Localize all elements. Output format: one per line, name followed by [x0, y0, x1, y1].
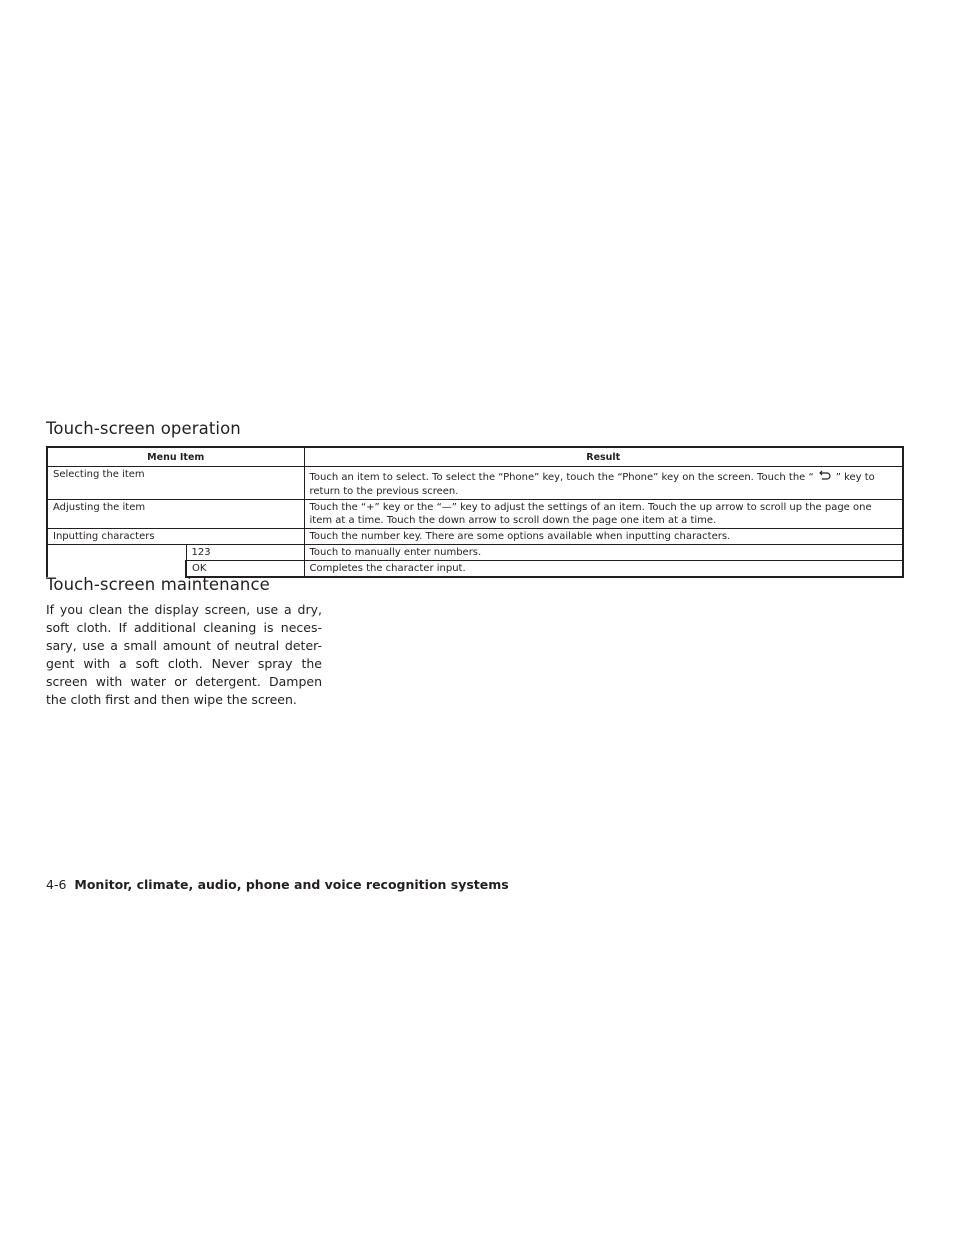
- result-text-before: Touch an item to select. To select the “Phone” key, touch the “Phone” key on the screen. Touch the “: [309, 472, 814, 483]
- table-row: [47, 545, 903, 561]
- menu-item-cell: Inputting characters: [47, 529, 304, 545]
- sub-item-cell: 123: [186, 545, 304, 561]
- sub-item-cell: OK: [186, 561, 304, 578]
- touch-screen-operation-table: [46, 446, 904, 578]
- back-arrow-icon: [814, 470, 836, 485]
- header-result: Result: [304, 447, 903, 467]
- header-menu-item: Menu Item: [47, 447, 304, 467]
- result-cell: Completes the character input.: [304, 561, 903, 578]
- result-text-after: ” key to return to the previous screen.: [309, 472, 875, 497]
- section-title-touch-screen-operation: Touch-screen operation: [46, 419, 241, 438]
- page-number: 4-6: [46, 877, 67, 892]
- table-row: [47, 500, 903, 529]
- result-cell: Touch to manually enter numbers.: [304, 545, 903, 561]
- result-cell: [304, 467, 903, 500]
- page-footer: [46, 877, 509, 892]
- result-cell: Touch the “+” key or the “—” key to adjust the settings of an item. Touch the up arrow to scroll up the page one item at a time. Touch the down arrow to scroll down the page one item at a time.: [304, 500, 903, 529]
- empty-cell: [47, 545, 186, 578]
- section-title-touch-screen-maintenance: Touch-screen maintenance: [46, 575, 270, 594]
- maintenance-paragraph: If you clean the display screen, use a dry, soft cloth. If additional cleaning is neces-sary, use a small amount of neutral deter-gent with a soft cloth. Never spray the screen with water or detergent. Dampen the cloth first and then wipe the screen.: [46, 602, 322, 707]
- table-row: [47, 529, 903, 545]
- result-cell: Touch the number key. There are some options available when inputting characters.: [304, 529, 903, 545]
- menu-item-cell: Selecting the item: [47, 467, 304, 500]
- menu-item-cell: Adjusting the item: [47, 500, 304, 529]
- table-row: [47, 467, 903, 500]
- table-header-row: [47, 447, 903, 467]
- footer-section-title: Monitor, climate, audio, phone and voice recognition systems: [74, 877, 509, 892]
